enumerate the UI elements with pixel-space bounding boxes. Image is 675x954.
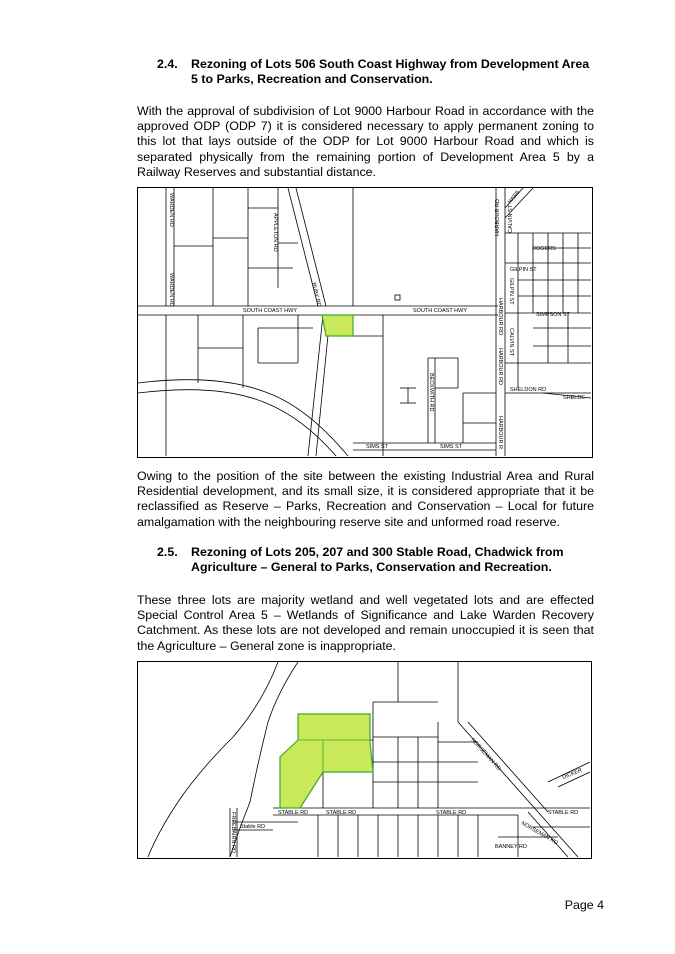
map-label: APPLETON RD — [272, 213, 278, 252]
map-label: SIMPSON ST — [536, 312, 570, 318]
map-label: STABLE RD — [326, 810, 357, 816]
map-label: DICKER — [561, 767, 584, 781]
map-label: FREEBAIRN RD — [230, 812, 236, 853]
section-title: Rezoning of Lots 205, 207 and 300 Stable Road, Chadwick from Agriculture – General to Parks, Conservation and Recreation. — [191, 545, 564, 574]
map-label: GILPIN ST — [508, 278, 514, 305]
highlighted-lots-205-207-300 — [280, 714, 373, 808]
map-label: ROGERS — [532, 246, 556, 252]
paragraph: These three lots are majority wetland and well vegetated lots and are effected Special Control Area 5 – Wetlands of Significance and Lake Warden Recovery Catchment. As these lots are not developed and remain unoccupied it is seen that the Agriculture – General zone is inappropriate. — [137, 593, 594, 653]
map-label: HARBOUR R — [497, 416, 503, 450]
map-label: Stable RD — [240, 824, 266, 830]
paragraph: Owing to the position of the site between the existing Industrial Area and Rural Residential development, and its small size, it is considered appropriate that it be reclassified as Reserve – Parks, Recreation and Conservation – Local for future amalgamation with the neighbouring reserve site and unformed road reserve. — [137, 469, 594, 529]
section-heading-2-4 — [157, 57, 597, 87]
map-label: SHELDON RD — [510, 387, 547, 393]
map-label: STABLE RD — [436, 810, 467, 816]
map-label: SIMS ST — [440, 444, 463, 450]
zoning-map-south-coast-hwy — [137, 187, 593, 458]
section-number: 2.4. — [157, 57, 178, 71]
map-label: HARB — [506, 189, 522, 206]
map-label: GILPIN ST — [510, 267, 537, 273]
map-label: CALVIN ST — [508, 328, 514, 357]
map-label: STABLE RD — [548, 810, 579, 816]
page-number: Page 4 — [564, 898, 604, 912]
map-label: SOUTH COAST HWY — [243, 308, 297, 314]
map-label: NORSEMAN RD — [520, 820, 559, 847]
map-label: SOUTH COAST HWY — [413, 308, 467, 314]
section-number: 2.5. — [157, 545, 178, 559]
map-label: CALVIN ST — [508, 204, 514, 233]
map-label: HARBOUR RD — [495, 199, 501, 236]
map-label: BANNEY RD — [495, 844, 527, 850]
map-label: BECKWITH RD — [428, 373, 434, 412]
map-label: STABLE RD — [278, 810, 309, 816]
section-title: Rezoning of Lots 506 South Coast Highway from Development Area 5 to Parks, Recreation and Conservation. — [191, 57, 590, 86]
section-heading-2-5 — [157, 545, 597, 575]
highlighted-lot-506 — [322, 315, 353, 336]
map-label: RUBY RD — [310, 282, 322, 308]
zoning-map-stable-road — [137, 661, 592, 859]
map-label: SHELDE — [563, 395, 586, 401]
map-label: WARDEN RD — [168, 273, 174, 307]
map-label: HARBOUR RD — [497, 298, 503, 335]
map-label: HARBOUR RD — [497, 348, 503, 385]
paragraph: With the approval of subdivision of Lot 9000 Harbour Road in accordance with the approved ODP (ODP 7) it is considered necessary to apply permanent zoning to this lot that lays outside of the ODP for Lot 9000 Harbour Road and which is separated physically from the remaining portion of Development Area 5 by a Railway Reserves and substantial distance. — [137, 104, 594, 179]
map-label: SIMS ST — [366, 444, 389, 450]
map-label: WARDEN RD — [168, 193, 174, 227]
map-label: NORSEMAN RD — [469, 737, 502, 773]
